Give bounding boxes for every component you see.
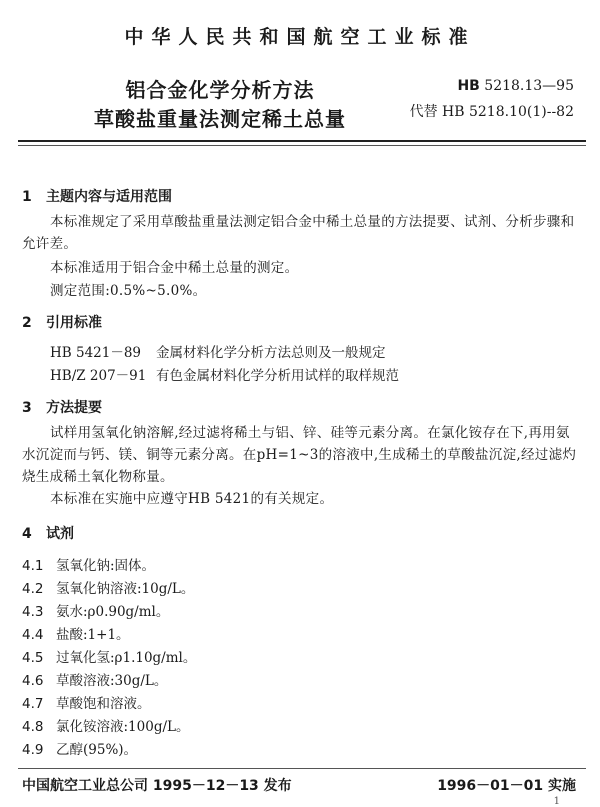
reagent-number: 4.3: [22, 604, 44, 620]
reagent-number: 4.8: [22, 719, 44, 735]
section-4-heading: [22, 523, 74, 543]
reagent-number: 4.2: [22, 581, 44, 597]
reagent-text: 氢氧化钠溶液:10g/L。: [56, 581, 195, 597]
standard-code: [457, 78, 574, 94]
page-number: 1: [553, 796, 560, 807]
header-divider-thin: [18, 145, 586, 146]
header-divider-thick: [18, 140, 586, 142]
reference-title: 有色金属材料化学分析用试样的取样规范: [156, 368, 399, 384]
reagent-item: [22, 577, 194, 597]
footer-divider: [18, 768, 586, 769]
section-3-paragraph-1: 试样用氢氧化钠溶解,经过滤将稀土与铝、锌、硅等元素分离。在氯化铵存在下,再用氨水沉淀而与钙、镁、铜等元素分离。在pH=1~3的溶液中,生成稀土的草酸盐沉淀,经过滤灼烧生成稀土氧化物称量。: [22, 425, 577, 485]
section-1-paragraph-3: 测定范围:0.5%~5.0%。: [50, 283, 207, 299]
standard-code-number: 5218.13—95: [484, 78, 574, 94]
section-1-paragraph-2: 本标准适用于铝合金中稀土总量的测定。: [50, 260, 299, 276]
reagent-number: 4.7: [22, 696, 44, 712]
reagent-text: 过氧化氢:ρ1.10g/ml。: [56, 650, 197, 666]
reagent-item: [22, 669, 167, 689]
reagent-item: [22, 623, 130, 643]
reagent-number: 4.5: [22, 650, 44, 666]
standard-code-prefix: HB: [457, 78, 480, 94]
reagent-item: [22, 715, 189, 735]
section-4-number: 4: [22, 526, 32, 542]
reference-standard-row: [50, 364, 399, 384]
reagent-number: 4.4: [22, 627, 44, 643]
section-2-title: 引用标准: [46, 315, 102, 331]
issue-date: 中国航空工业总公司 1995－12－13 发布: [22, 778, 292, 794]
section-2-heading: [22, 312, 102, 332]
reference-standard-row: [50, 341, 386, 361]
section-3-heading: [22, 397, 102, 417]
reagent-item: [22, 554, 155, 574]
reagent-text: 草酸溶液:30g/L。: [56, 673, 168, 689]
issuing-body-title: 中华人民共和国航空工业标准: [124, 26, 476, 48]
section-3-number: 3: [22, 400, 32, 416]
section-2-number: 2: [22, 315, 32, 331]
section-3-paragraph-2: 本标准在实施中应遵守HB 5421的有关规定。: [50, 491, 334, 507]
reagent-number: 4.9: [22, 742, 44, 758]
reagent-number: 4.1: [22, 558, 44, 574]
reagent-item: [22, 738, 137, 758]
standard-title-line-2: 草酸盐重量法测定稀土总量: [94, 107, 346, 131]
reagent-text: 氢氧化钠:固体。: [56, 558, 156, 574]
reagent-item: [22, 646, 196, 666]
reagent-number: 4.6: [22, 673, 44, 689]
reagent-text: 盐酸:1+1。: [56, 627, 130, 643]
reagent-item: [22, 692, 151, 712]
reference-code: HB/Z 207－91: [50, 368, 147, 384]
reagent-text: 氯化铵溶液:100g/L。: [56, 719, 190, 735]
reference-code: HB 5421－89: [50, 345, 142, 361]
standard-title-line-1: 铝合金化学分析方法: [125, 78, 315, 102]
reagent-text: 乙醇(95%)。: [56, 742, 138, 758]
section-1-title: 主题内容与适用范围: [46, 189, 172, 205]
section-1-number: 1: [22, 189, 32, 205]
replaced-standard: 代替 HB 5218.10(1)--82: [409, 104, 574, 120]
reagent-text: 草酸饱和溶液。: [56, 696, 151, 712]
reagent-item: [22, 600, 169, 620]
section-1-paragraph-1: 本标准规定了采用草酸盐重量法测定铝合金中稀土总量的方法提要、试剂、分析步骤和允许差。: [22, 214, 575, 252]
reagent-text: 氨水:ρ0.90g/ml。: [56, 604, 170, 620]
section-4-title: 试剂: [46, 526, 74, 542]
section-1-heading: [22, 186, 172, 206]
effective-date: 1996－01－01 实施: [437, 778, 576, 794]
reference-title: 金属材料化学分析方法总则及一般规定: [156, 345, 386, 361]
section-3-title: 方法提要: [46, 400, 102, 416]
